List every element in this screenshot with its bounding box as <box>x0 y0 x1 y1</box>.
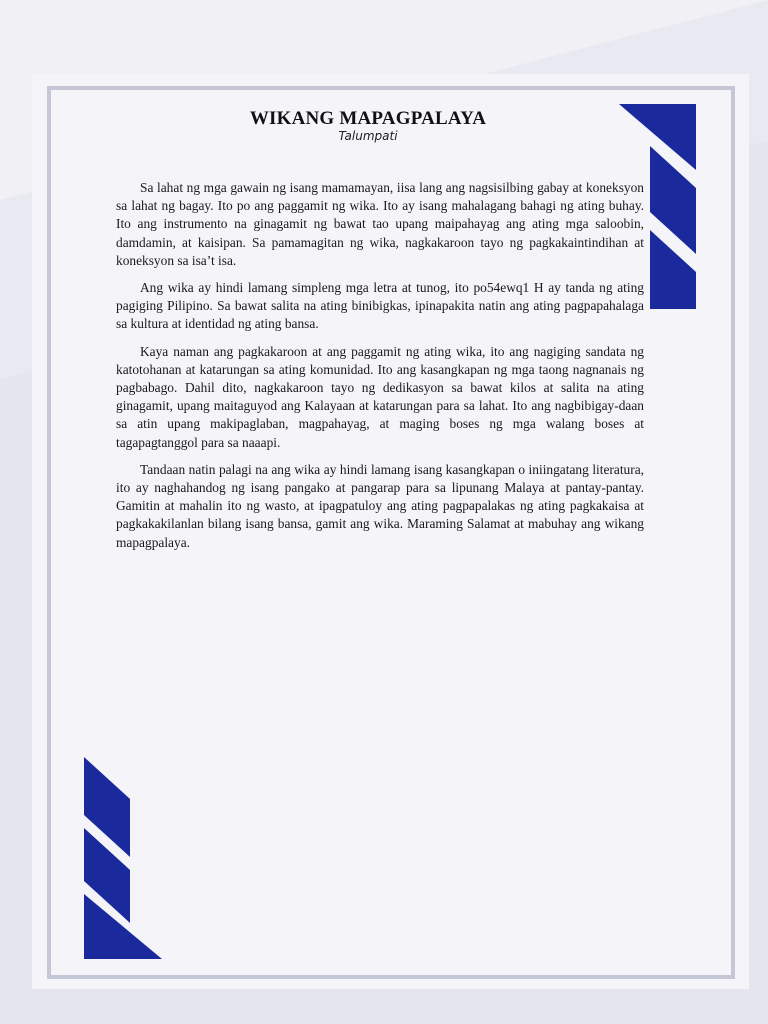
paragraph: Sa lahat ng mga gawain ng isang mamamayan, iisa lang ang nagsisilbing gabay at koneksyon sa lahat ng bagay. Ito po ang paggamit ng wika. Ito ay isang mahalagang bahagi ng ating buhay. Ito ang instrumento na ginagamit ng bawat tao upang maipahayag ang ating mga saloobin, damdamin, at kaisipan. Sa pamamagitan ng wika, nagkakaroon tayo ng pagkakaintindihan at koneksyon sa isa’t isa. <box>116 180 644 268</box>
paragraph: Tandaan natin palagi na ang wika ay hindi lamang isang kasangkapan o iniingatang literatura, ito ay naghahandog ng isang pangako at pangarap para sa lipunang Malaya at pantay-pantay. Gamitin at mahalin ito ng wasto, at ipagpatuloy ang ating pagpapalakas ng ating pagkakaisa at pagkakakilanlan bilang isang bansa, gamit ang wika. Maraming Salamat at mabuhay ang wikang mapagpalaya. <box>116 461 644 550</box>
document-title: WIKANG MAPAGPALAYA <box>249 108 487 129</box>
bottom-left-stripe-decoration <box>84 757 164 959</box>
paragraph: Kaya naman ang pagkakaroon at ang paggamit ng ating wika, ito ang nagiging sandata ng katotohanan at katarungan sa ating komunidad. Ito ang kasangkapan ng mga taong nagnanais ng pagbabago. Dahil dito, nagkakaroon tayo ng dedikasyon sa bawat kilos at salita na ating ginagamit, upang maitaguyod ang Kalayaan at katarungan para sa lahat. Ito ang nagbibigay-daan sa atin upang makipaglaban, magpahayag, at maging boses ng mga walang boses at tagapagtanggol para sa naaapi. <box>116 343 644 450</box>
document-body <box>116 179 644 561</box>
document-subtitle: Talumpati <box>338 129 398 143</box>
paragraph: Ang wika ay hindi lamang simpleng mga letra at tunog, ito po54ewq1 H ay tanda ng ating pagiging Pilipino. Sa bawat salita na ating binibigkas, ipinapakita natin ang ating pagpapahalaga sa kultura at identidad ng ating bansa. <box>116 280 644 332</box>
